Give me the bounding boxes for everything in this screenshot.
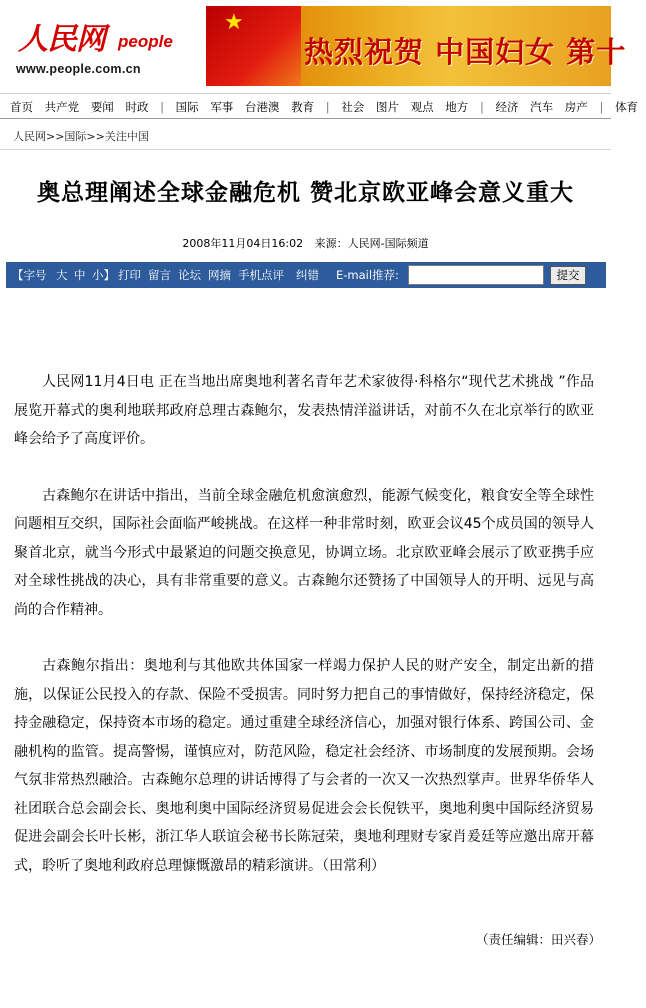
page-header — [0, 0, 627, 92]
nav-item[interactable]: 社会 — [341, 100, 365, 114]
article-paragraph: 人民网11月4日电 正在当地出席奥地利著名青年艺术家彼得·科格尔“现代艺术挑战 ”作品展览开幕式的奥利地联邦政府总理古森鲍尔，发表热情洋溢讲话，对前不久在北京举行的欧亚峰会给予了高度评价。 — [14, 374, 594, 447]
submit-button[interactable]: 提交 — [550, 266, 586, 285]
nav-separator: | — [325, 100, 330, 114]
nav-item[interactable]: 图片 — [375, 100, 399, 114]
logo-english: people — [118, 32, 173, 51]
mobile-review-link[interactable]: 手机点评 — [238, 268, 284, 282]
flag-graphic — [206, 6, 301, 86]
divider — [0, 149, 611, 150]
nav-item[interactable]: 经济 — [495, 100, 519, 114]
channel-nav — [0, 96, 638, 118]
article-toolbar — [6, 262, 606, 288]
article-source[interactable]: 来源：人民网-国际频道 — [314, 237, 429, 250]
page-footer-space — [0, 958, 611, 1008]
nav-separator: | — [160, 100, 164, 114]
nav-item[interactable]: 体育 — [614, 100, 638, 114]
font-small-button[interactable]: 小】 — [92, 268, 115, 282]
correction-link[interactable]: 纠错 — [296, 268, 319, 282]
logo-url: www.people.com.cn — [16, 62, 141, 76]
nav-item[interactable]: 国际 — [175, 100, 199, 114]
email-input[interactable] — [408, 265, 544, 285]
email-label: E-mail推荐: — [336, 268, 399, 282]
nav-item[interactable]: 台港澳 — [244, 100, 280, 114]
article-title: 奥总理阐述全球金融危机 赞北京欧亚峰会意义重大 — [36, 179, 574, 206]
print-link[interactable]: 打印 — [118, 268, 141, 282]
responsible-editor: （责任编辑：田兴春） — [475, 932, 601, 947]
nav-item[interactable]: 教育 — [291, 100, 315, 114]
divider — [0, 118, 611, 119]
breadcrumb[interactable]: 人民网>>国际>>关注中国 — [13, 130, 149, 143]
font-medium-button[interactable]: 中 — [74, 268, 86, 282]
people-logo[interactable] — [14, 12, 184, 82]
banner-text: 热烈祝贺 中国妇女 第十 — [304, 35, 627, 69]
nav-item[interactable]: 地方 — [445, 100, 469, 114]
divider — [0, 93, 611, 94]
article-paragraph: 古森鲍尔指出：奥地利与其他欧共体国家一样竭力保护人民的财产安全，制定出新的措施，以保证公民投入的存款、保险不受损害。同时努力把自己的事情做好，保持经济稳定，保持金融稳定，保持资本市场的稳定。通过重建全球经济信心，加强对银行体系、跨国公司、金融机构的监管。提高警惕，谨慎应对，防范风险，稳定社会经济、市场制度的发展预期。会场气氛非常热烈融洽。古森鲍尔总理的讲话博得了与会者的一次又一次热烈掌声。世界华侨华人社团联合总会副会长、奥地利奥中国际经济贸易促进会会长倪铁平，奥地利奥中国际经济贸易促进会副会长叶长彬，浙江华人联谊会秘书长陈冠荣，奥地利理财专家肖爰廷等应邀出席开幕式，聆听了奥地利政府总理慷慨激昂的精彩演讲。（田常利） — [14, 658, 594, 874]
logo-chinese: 人民网 — [18, 22, 105, 57]
nav-item[interactable]: 首页 — [10, 100, 33, 114]
nav-item[interactable]: 观点 — [410, 100, 434, 114]
star-icon: ★ — [224, 10, 244, 35]
ad-banner[interactable] — [206, 6, 627, 86]
nav-item[interactable]: 汽车 — [530, 100, 554, 114]
article-body — [14, 368, 594, 908]
article-paragraph: 古森鲍尔在讲话中指出，当前全球金融危机愈演愈烈，能源气候变化，粮食安全等全球性问题相互交织，国际社会面临严峻挑战。在这样一种非常时刻，欧亚会议45个成员国的领导人聚首北京，就当今形式中最紧迫的问题交换意见，协调立场。北京欧亚峰会展示了欧亚携手应对全球性挑战的决心，具有非常重要的意义。古森鲍尔还赞扬了中国领导人的开明、远见与高尚的合作精神。 — [14, 487, 594, 618]
font-large-button[interactable]: 大 — [56, 268, 68, 282]
font-size-label: 【字号 — [12, 268, 47, 282]
comment-link[interactable]: 留言 — [148, 268, 171, 282]
nav-item[interactable]: 要闻 — [90, 100, 114, 114]
nav-item[interactable]: 时政 — [125, 100, 149, 114]
publish-datetime: 2008年11月04日16:02 — [182, 237, 304, 250]
nav-item[interactable]: 军事 — [210, 100, 234, 114]
nav-separator: | — [599, 100, 604, 114]
article-meta — [0, 235, 611, 251]
nav-item[interactable]: 房产 — [564, 100, 588, 114]
nav-item[interactable]: 共产党 — [44, 100, 80, 114]
excerpt-link[interactable]: 网摘 — [208, 268, 231, 282]
forum-link[interactable]: 论坛 — [178, 268, 201, 282]
nav-separator: | — [479, 100, 484, 114]
